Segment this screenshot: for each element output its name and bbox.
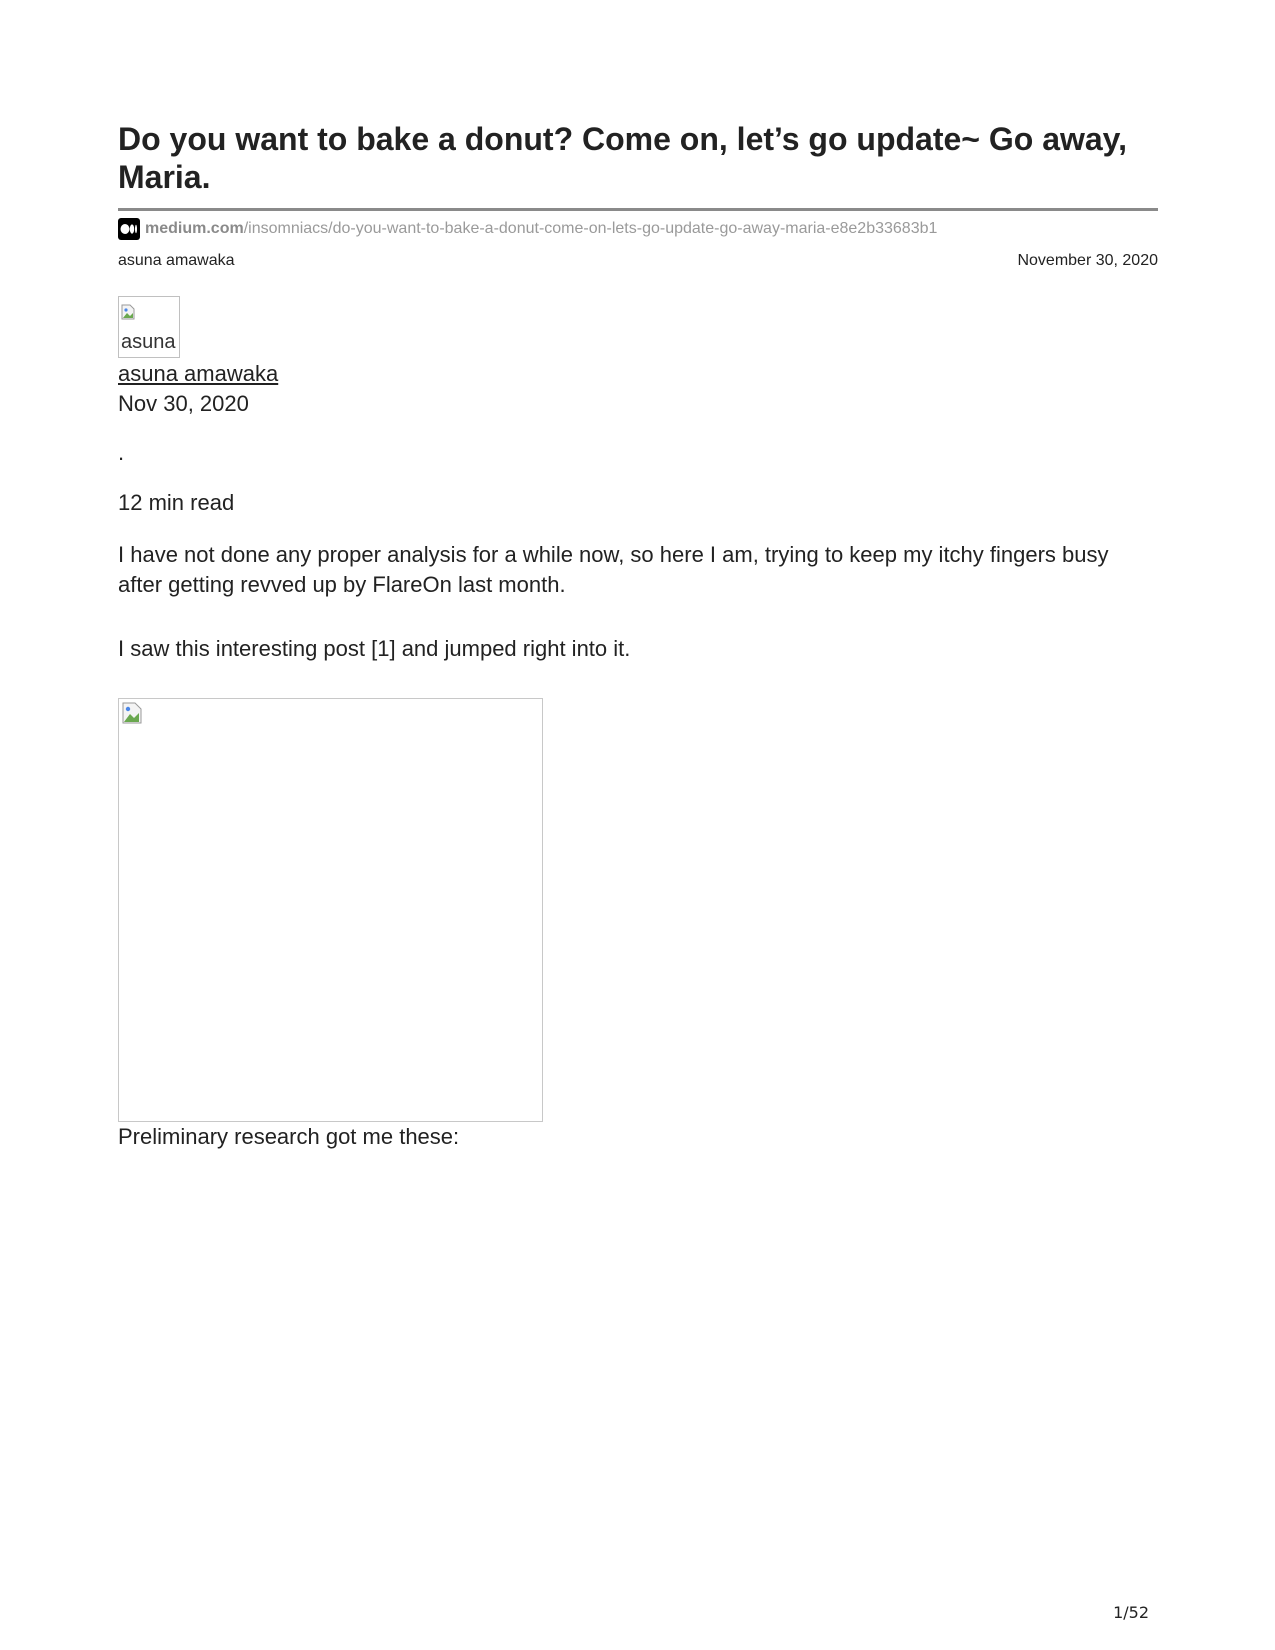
read-time: 12 min read <box>118 490 235 515</box>
paragraph-post-reference: I saw this interesting post [1] and jumped right into it. <box>118 636 631 661</box>
broken-image-icon <box>122 702 142 729</box>
author-link[interactable]: asuna amawaka <box>118 361 279 386</box>
source-path: /insomniacs/do-you-want-to-bake-a-donut-come-on-lets-go-update-go-away-maria-e8e2b33683b1 <box>243 220 938 237</box>
page-number: 1/52 <box>1113 1603 1149 1622</box>
post-date: Nov 30, 2020 <box>118 391 249 416</box>
avatar-alt-text: asuna <box>121 331 176 353</box>
source-domain: medium.com <box>145 220 244 237</box>
source-link[interactable] <box>118 218 937 240</box>
article-image <box>118 698 543 1122</box>
paragraph-research: Preliminary research got me these: <box>118 1124 460 1149</box>
article-title: Do you want to bake a donut? Come on, let’s go update~ Go away, Maria. <box>118 121 1127 195</box>
medium-logo-icon <box>118 218 140 240</box>
paragraph-intro: I have not done any proper analysis for a while now, so here I am, trying to keep my itchy fingers busy after getting revved up by FlareOn last month. <box>118 542 1109 597</box>
meta-separator: . <box>118 440 125 465</box>
meta-date: November 30, 2020 <box>1017 252 1158 269</box>
meta-author: asuna amawaka <box>118 252 235 269</box>
avatar[interactable] <box>118 296 180 358</box>
title-divider <box>118 208 1158 211</box>
broken-image-icon <box>121 299 135 315</box>
